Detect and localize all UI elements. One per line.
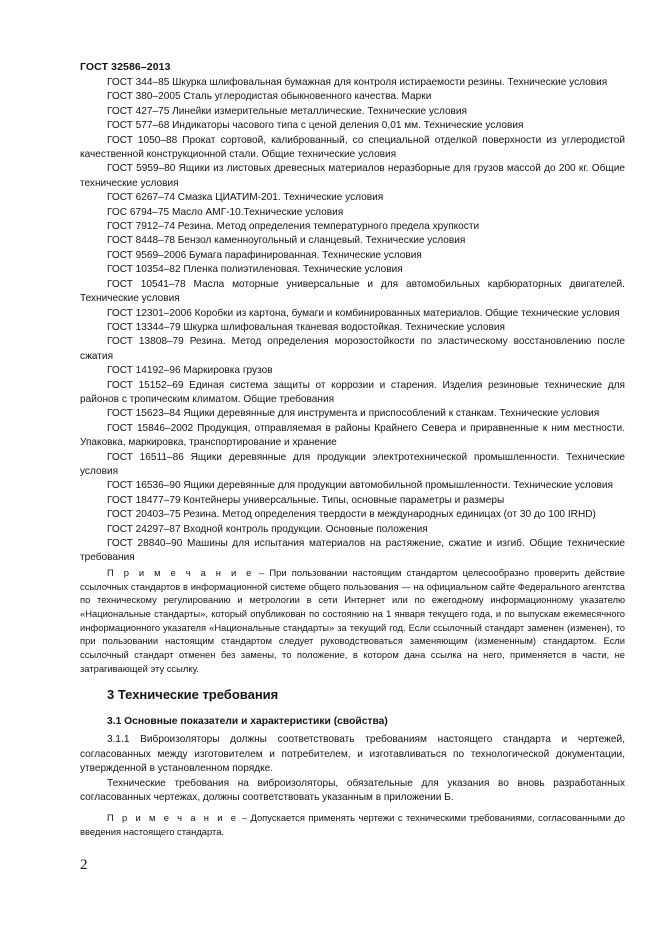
reference-item: ГОСТ 14192–96 Маркировка грузов	[107, 365, 273, 377]
paragraph-technical-requirements: Технические требования на виброизоляторы, обязательные для указания во вновь разработанных согласованных чертежах, должны соответствовать указанным в приложении Б.	[80, 777, 625, 804]
reference-item: ГОСТ 10541–78 Масла моторные универсальные и для автомобильных карбюраторных двигателей. Технические условия	[80, 278, 625, 305]
section-title: 3 Технические требования	[107, 687, 279, 703]
subsection-title: 3.1 Основные показатели и характеристики (свойства)	[107, 716, 388, 728]
reference-item: ГОСТ 8448–78 Бензол каменноугольный и сланцевый. Технические условия	[107, 235, 466, 247]
reference-item: ГОСТ 15846–2002 Продукция, отправляемая в районы Крайнего Севера и приравненные к ним местности. Упаковка, маркировка, транспортирование и хранение	[80, 422, 625, 449]
reference-item: ГОСТ 12301–2006 Коробки из картона, бумаги и комбинированных материалов. Общие технические условия	[107, 307, 620, 319]
document-body	[80, 76, 625, 839]
reference-item: ГОСТ 427–75 Линейки измерительные металлические. Технические условия	[107, 105, 468, 117]
reference-item: ГОСТ 7912–74 Резина. Метод определения температурного предела хрупкости	[107, 221, 480, 233]
reference-item: ГОСТ 28840–90 Машины для испытания материалов на растяжение, сжатие и изгиб. Общие технические требования	[80, 538, 625, 564]
reference-item: ГОСТ 380–2005 Сталь углеродистая обыкновенного качества. Марки	[107, 91, 432, 103]
reference-item: ГОСТ 344–85 Шкурка шлифовальная бумажная для контроля истираемости резины. Технические условия	[107, 77, 608, 88]
reference-item: ГОСТ 1050–88 Прокат сортовой, калиброванный, со специальной отделкой поверхности из углеродистой качественной конструкционной стали. Общие технические условия	[80, 134, 625, 161]
note-text: – При пользовании настоящим стандартом целесообразно проверить действие ссылочных стандартов в информационной системе общего пользования — на официальном сайте Федерального агентства по техническому регулированию и метрологии в сети Интернет или по ежегодному информационному указателю «Национальные стандарты», который опубликован по состоянию на 1 января текущего года, и по выпускам ежемесячного информационного указателя «Национальные стандарты» за текущий год. Если ссылочный стандарт заменен (изменен), то при пользовании настоящим стандартом следует руководствоваться заменяющим (измененным) стандартом. Если ссылочный стандарт отменен без замены, то положение, в котором дана ссылка на него, применяется в части, не затрагивающей эту ссылку.	[80, 566, 625, 674]
reference-item: ГОСТ 10354–82 Пленка полиэтиленовая. Технические условия	[107, 264, 403, 276]
reference-item: ГОСТ 6267–74 Смазка ЦИАТИМ-201. Технические условия	[107, 192, 384, 204]
section-note	[80, 811, 625, 838]
references-note	[80, 566, 625, 676]
paragraph-3-1-1: 3.1.1 Виброизоляторы должны соответствовать требованиям настоящего стандарта и чертежей, согласованных между изготовителем и потребителем, и изготавливаться по технологической документации, утвержденной в установленном порядке.	[80, 734, 625, 775]
page-number: 2	[80, 857, 88, 873]
reference-item: ГОСТ 15152–69 Единая система защиты от коррозии и старения. Изделия резиновые технические для районов с тропическим климатом. Общие требования	[80, 379, 625, 405]
reference-item: ГОСТ 18477–79 Контейнеры универсальные. Типы, основные параметры и размеры	[107, 494, 505, 506]
reference-item: ГОС 6794–75 Масло АМГ-10.Технические условия	[107, 206, 344, 218]
normative-references-list	[80, 76, 625, 566]
reference-item: ГОСТ 16511–86 Ящики деревянные для продукции электротехнической промышленности. Технические условия	[80, 451, 625, 477]
section-note-text: – Допускается применять чертежи с техническими требованиями, согласованными до введения настоящего стандарта.	[80, 812, 625, 838]
reference-item: ГОСТ 13344–79 Шкурка шлифовальная тканевая водостойкая. Технические условия	[107, 321, 505, 333]
reference-item: ГОСТ 24297–87 Входной контроль продукции. Основные положения	[107, 523, 428, 535]
section-note-label: П р и м е ч а н и е	[107, 812, 239, 824]
reference-item: ГОСТ 16536–90 Ящики деревянные для продукции автомобильной промышленности. Технические условия	[107, 480, 613, 492]
reference-item: ГОСТ 13808–79 Резина. Метод определения морозостойкости по эластическому восстановлению после сжатия	[80, 336, 625, 362]
reference-item: ГОСТ 577–68 Индикаторы часового типа с ценой деления 0,01 мм. Технические условия	[107, 120, 524, 132]
reference-item: ГОСТ 9569–2006 Бумага парафинированная. Технические условия	[107, 249, 422, 261]
document-header: ГОСТ 32586–2013	[80, 61, 171, 73]
reference-item: ГОСТ 20403–75 Резина. Метод определения твердости в международных единицах (от 30 до 100 IRHD)	[107, 509, 596, 521]
reference-item: ГОСТ 5959–80 Ящики из листовых древесных материалов неразборные для грузов массой до 200 кг. Общие технические условия	[80, 163, 625, 189]
note-label: П р и м е ч а н и е	[107, 566, 254, 578]
reference-item: ГОСТ 15623–84 Ящики деревянные для инструмента и приспособлений к станкам. Технические условия	[107, 408, 600, 420]
